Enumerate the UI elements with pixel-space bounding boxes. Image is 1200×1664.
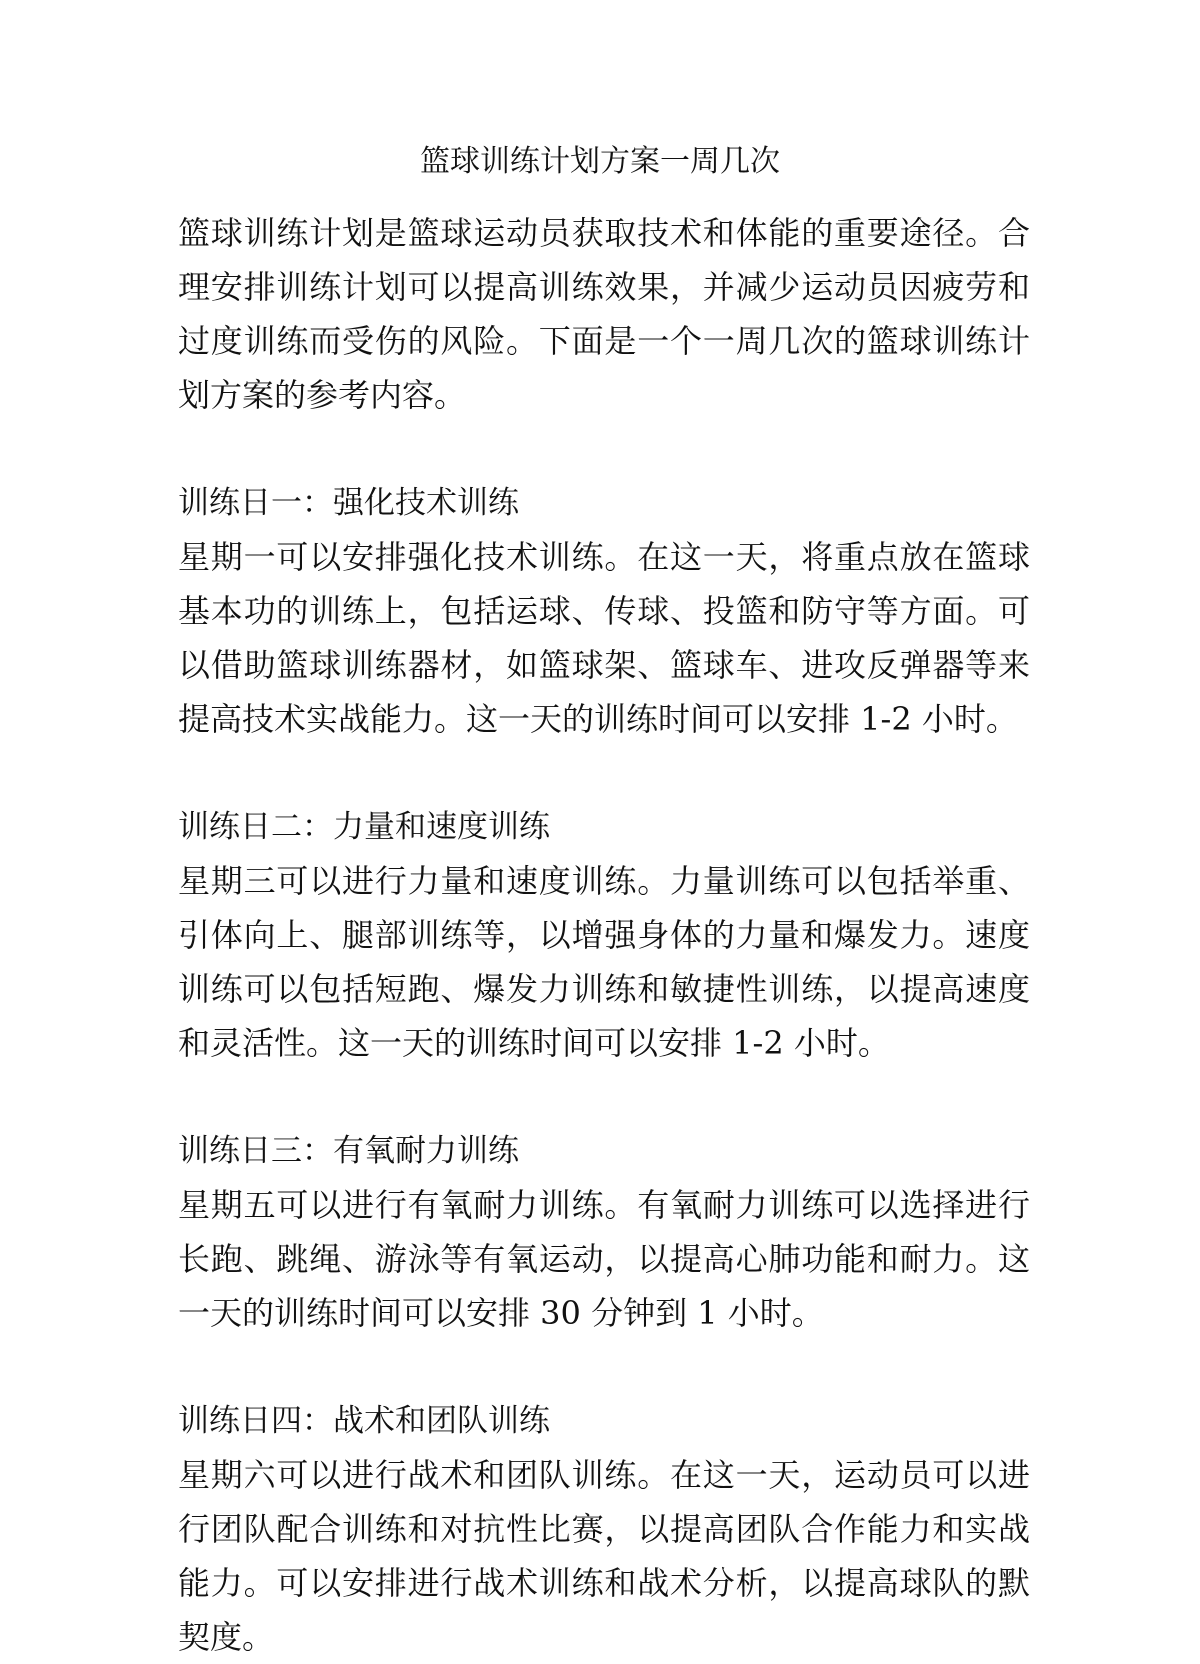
- section-spacer: [178, 746, 1030, 800]
- section-heading: 训练日一：强化技术训练: [178, 485, 519, 521]
- section-spacer: [178, 1340, 1030, 1394]
- section-spacer: [178, 1070, 1030, 1124]
- section-day-2: [178, 800, 1030, 1070]
- section-day-1: [178, 476, 1030, 746]
- section-day-3: [178, 1124, 1030, 1340]
- section-spacer: [178, 422, 1030, 476]
- section-heading: 训练日二：力量和速度训练: [178, 809, 550, 845]
- section-body: 星期五可以进行有氧耐力训练。有氧耐力训练可以选择进行长跑、跳绳、游泳等有氧运动，以提高心肺功能和耐力。这一天的训练时间可以安排 30 分钟到 1 小时。: [178, 1186, 1030, 1332]
- section-body: 星期一可以安排强化技术训练。在这一天，将重点放在篮球基本功的训练上，包括运球、传球、投篮和防守等方面。可以借助篮球训练器材，如篮球架、篮球车、进攻反弹器等来提高技术实战能力。这一天的训练时间可以安排 1-2 小时。: [178, 538, 1030, 738]
- section-body: 星期三可以进行力量和速度训练。力量训练可以包括举重、引体向上、腿部训练等，以增强身体的力量和爆发力。速度训练可以包括短跑、爆发力训练和敏捷性训练，以提高速度和灵活性。这一天的训练时间可以安排 1-2 小时。: [178, 862, 1030, 1062]
- document-content: [178, 206, 1030, 1664]
- section-heading: 训练日三：有氧耐力训练: [178, 1133, 519, 1169]
- section-body: 星期六可以进行战术和团队训练。在这一天，运动员可以进行团队配合训练和对抗性比赛，以提高团队合作能力和实战能力。可以安排进行战术训练和战术分析，以提高球队的默契度。: [178, 1456, 1030, 1656]
- intro-paragraph: 篮球训练计划是篮球运动员获取技术和体能的重要途径。合理安排训练计划可以提高训练效果，并减少运动员因疲劳和过度训练而受伤的风险。下面是一个一周几次的篮球训练计划方案的参考内容。: [178, 214, 1030, 414]
- document-title: 篮球训练计划方案一周几次: [420, 144, 780, 179]
- section-heading: 训练日四：战术和团队训练: [178, 1403, 550, 1439]
- section-day-4: [178, 1394, 1030, 1664]
